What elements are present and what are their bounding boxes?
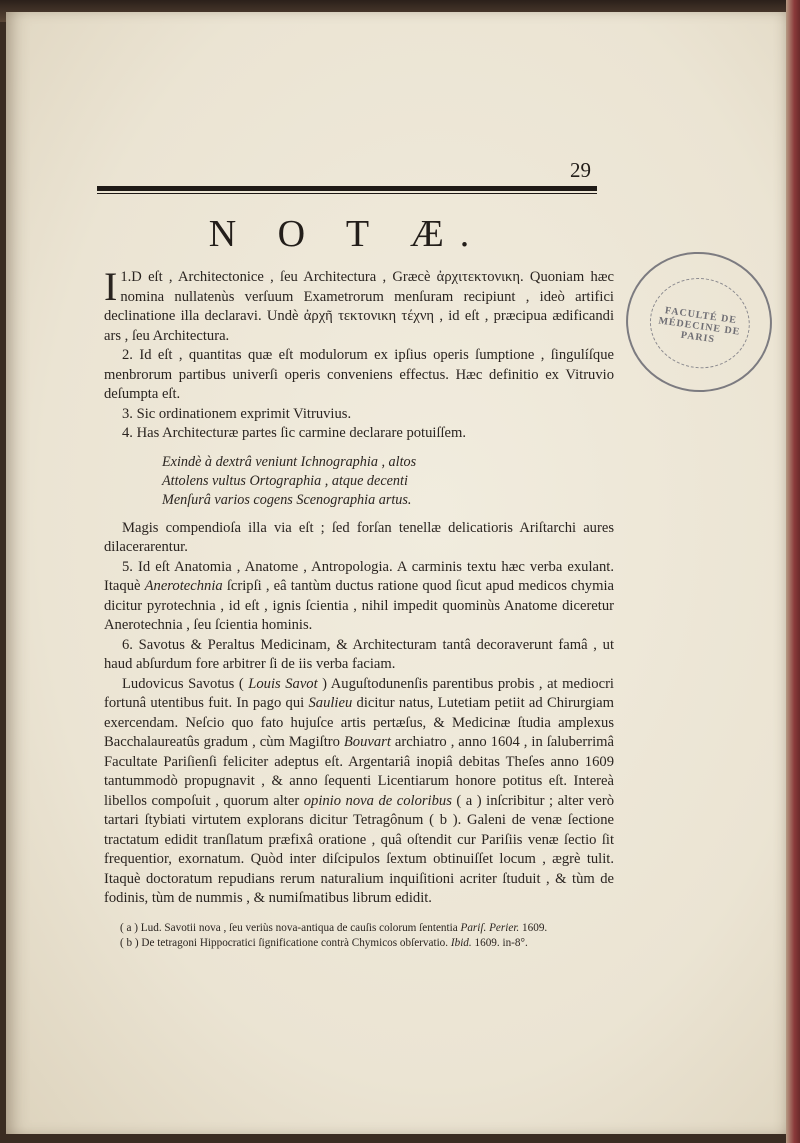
verse-line: Menſurâ varios cogens Scenographia artus. [162, 491, 412, 508]
page-number: 29 [570, 158, 591, 182]
note-2: 2. Id eſt , quantitas quæ eſt modulorum ex ipſius operis ſumptione , ſingulíſque menbrorum partibus univerſi operis conveniens effectus. Hæc definitio ex Vitruvio deſumpta eſt. [104, 347, 614, 402]
verse-line: Attolens vultus Ortographia , atque decenti [162, 472, 408, 489]
paragraph-text: Ludovicus Savotus ( [122, 675, 249, 692]
note-1-number: 1. [120, 269, 132, 285]
paragraph-italic: Bouvart [343, 734, 391, 750]
verse-line: Exindè à dextrâ veniunt Ichnographia , altos [162, 453, 417, 470]
note-5 [104, 558, 614, 636]
note-4: 4. Has Architecturæ partes ſic carmine declarare potuiſſem. [122, 425, 467, 441]
note-3: 3. Sic ordinationem exprimit Vitruvius. [122, 405, 352, 422]
page-title: N O T Æ. [208, 213, 486, 255]
footnote-text: ( a ) Lud. Savotii nova , ſeu veriùs nova-antiqua de cauſis colorum ſententia [120, 921, 461, 934]
book-edge-right [786, 0, 800, 1143]
paragraph-italic: Saulieu [308, 695, 353, 711]
paragraph-text: archiatro , anno 1604 , in ſaluberrimâ Facultate Pariſienſi feliciter adeptus eſt. Argentariâ inopiâ debitas Theſes anno 1609 tantummodò propugnavit , & anno ſequenti Licentiarum honore potitus eſt. Intereà libellos compoſuit , quorum alter [104, 734, 614, 809]
note-5-text: 5. Id eſt Anatomia , Anatome , Antropologia. A carminis textu hæc verba exulant. Itaquè [104, 558, 614, 594]
note-6: 6. Savotus & Peraltus Medicinam, & Architecturam tantâ decoraverunt famâ , ut haud abſurdum fore arbitrer ſi de iis verba faciam. [104, 636, 614, 672]
footnote-italic: Pariſ. Perier. [460, 921, 520, 934]
footnotes [104, 921, 614, 951]
footnote-text: ( b ) De tetragoni Hippocratici ſignificatione contrà Chymicos obſervatio. [120, 936, 451, 949]
note-4-continued: Magis compendioſa illa via eſt ; ſed forſan tenellæ delicatioris Ariſtarchi aures dilacerarentur. [104, 519, 614, 555]
savot-paragraph [104, 675, 614, 909]
paragraph-text: ( a ) inſcribitur ; alter verò tartari ſtybiati virtutem explorans dicitur Tetragônum ( b ). Galeni de venæ ſectione tractatum edidit tranſlatum præfixâ oratione , quâ oſtendit cur Pariſiis venæ ſectio ſit frequentior, exornatum. Quòd inter diſcipulos ſextum obtinuiſſet locum , ægrè tulit. Itaquè doctoratum repudians rerum naturalium inquiſitioni acriter ſtuduit , & tùm de fodinis, tùm de nummis , & numiſmatibus librum edidit. [104, 792, 614, 906]
footnote-text: 1609. in-8°. [471, 936, 528, 949]
stamp-text: FACULTÉ DE MÉDECINE DE PARIS [657, 305, 741, 346]
footnote-b [104, 936, 614, 951]
footnote-italic: Ibid. [450, 936, 472, 949]
footnote-text: 1609. [519, 921, 548, 934]
note-5-text: ſcripſi , eâ tantùm ductus ratione quod ſicut apud medicos chymia dicitur pyrotechnia , id eſt , ignis ſcientia , nihil impedit quominùs Anatome diceretur Anerotechnia , ſeu ſcientia hominis. [104, 578, 614, 633]
drop-cap: I [104, 264, 118, 309]
header-rule-thin [97, 193, 597, 194]
note-1 [104, 264, 614, 346]
paragraph-italic: opinio nova de coloribus [303, 792, 452, 809]
paragraph-text: dicitur natus, Lutetiam petiit ad Chirurgiam exercendam. Neſcio quo fato hujuſce artis pertæſus, & Medicinæ ſtudia amplexus Bacchalaureatûs gradum , cùm Magiſtro [104, 695, 614, 750]
note-5-italic: Anerotechnia [144, 578, 223, 594]
verse-block [162, 453, 614, 510]
paragraph-italic: Louis Savot [248, 675, 318, 692]
paragraph-text: ) Auguſtodunenſis parentibus probis , at mediocri fortunâ utentibus fuit. In pago qui [104, 675, 614, 711]
notes-body [104, 264, 614, 951]
note-1-text: D eſt , Architectonice , ſeu Architectura , Græcè ἀρχιτεκτονικη. Quoniam hæc nomina nullatenùs verſuum Exametrorum menſuram recipiunt , ideò artifici declinatione illa declaravi. Undè ἀρχῆ τεκτονικη τέχνη , id eſt , præcipua ædificandi ars , ſeu Architectura. [104, 269, 614, 344]
header-rule-thick [97, 186, 597, 191]
footnote-a [104, 921, 614, 936]
